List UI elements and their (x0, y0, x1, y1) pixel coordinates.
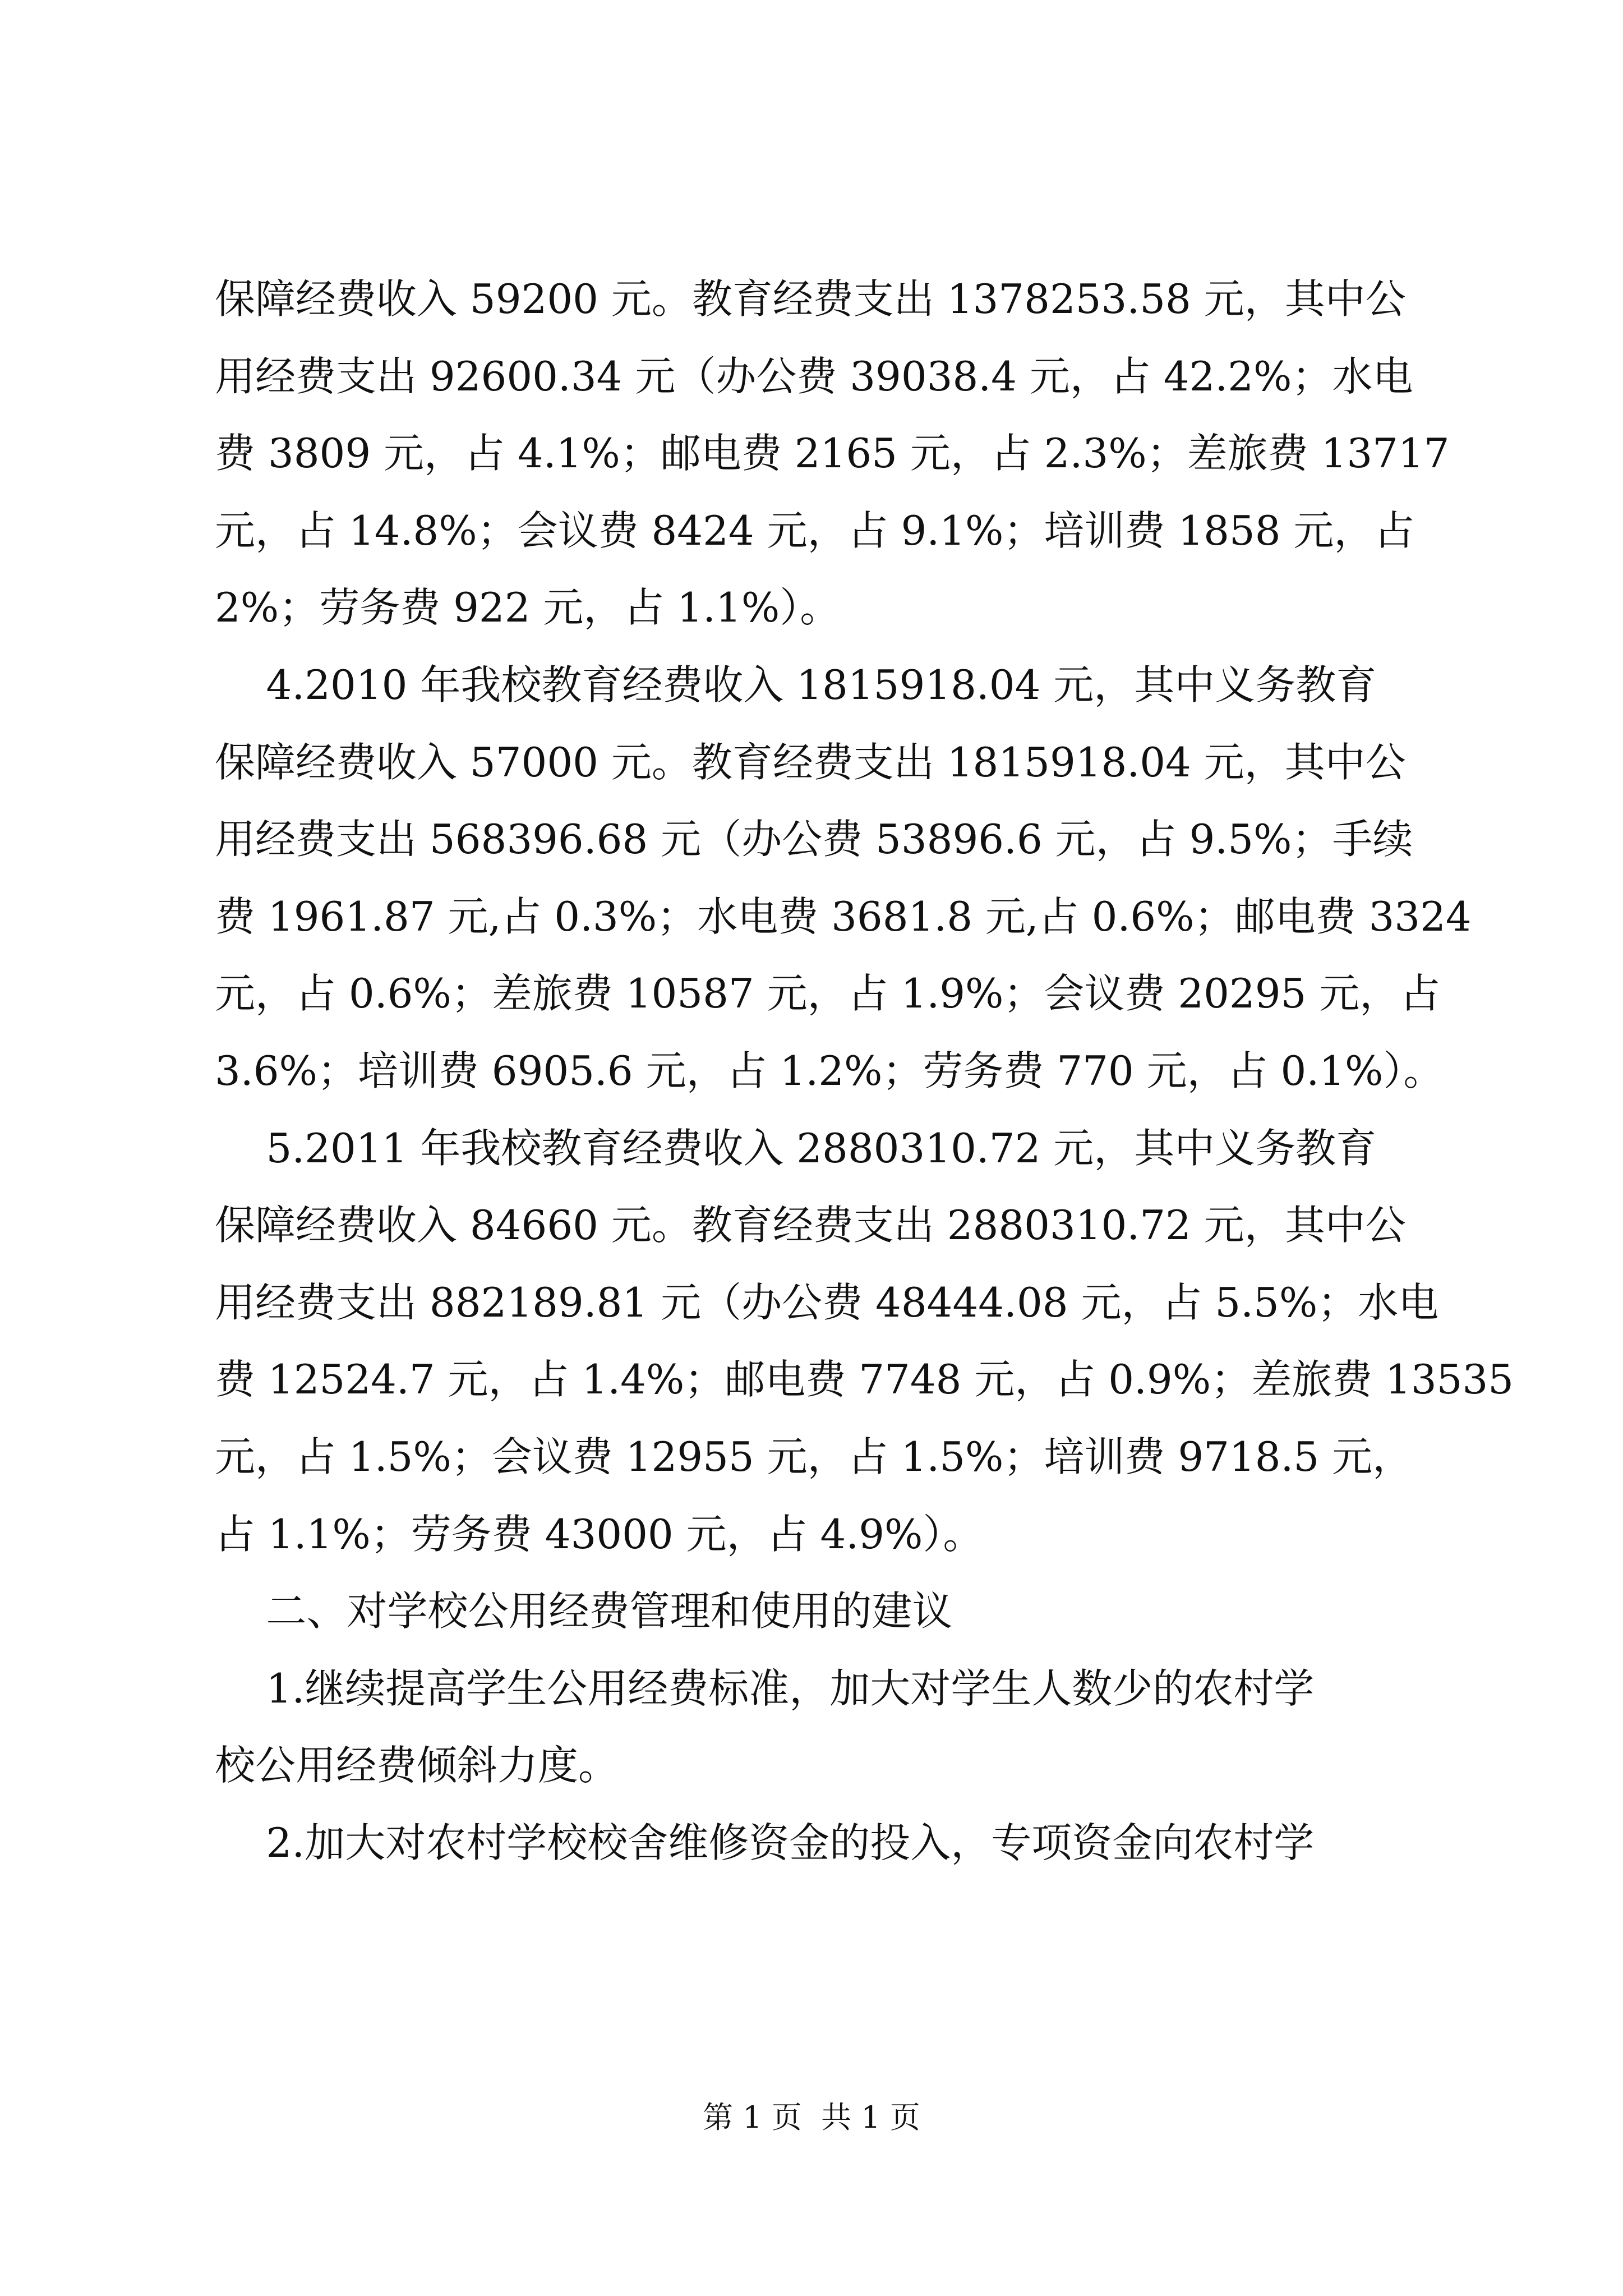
text-line: 占 1.1%；劳务费 43000 元，占 4.9%）。 (215, 1510, 984, 1558)
text-line: 元，占 14.8%；会议费 8424 元，占 9.1%；培训费 1858 元，占 (215, 507, 1415, 554)
text-line: 保障经费收入 59200 元。教育经费支出 1378253.58 元，其中公 (215, 275, 1406, 323)
text-line: 1.继续提高学生公用经费标准，加大对学生人数少的农村学 (215, 1664, 1315, 1712)
section-heading: 二、对学校公用经费管理和使用的建议 (215, 1588, 953, 1635)
text-line: 用经费支出 568396.68 元（办公费 53896.6 元，占 9.5%；手续 (215, 816, 1413, 863)
text-line: 用经费支出 882189.81 元（办公费 48444.08 元，占 5.5%；水电 (215, 1278, 1439, 1326)
text-line: 2.加大对农村学校校舍维修资金的投入，专项资金向农村学 (215, 1819, 1315, 1866)
text-line: 元，占 0.6%；差旅费 10587 元，占 1.9%；会议费 20295 元，占 (215, 970, 1441, 1018)
text-line: 2%；劳务费 922 元，占 1.1%）。 (215, 584, 841, 632)
text-line: 费 1961.87 元,占 0.3%；水电费 3681.8 元,占 0.6%；邮电费 3324 (215, 892, 1472, 940)
text-line: 保障经费收入 84660 元。教育经费支出 2880310.72 元，其中公 (215, 1202, 1406, 1249)
text-line: 费 12524.7 元，占 1.4%；邮电费 7748 元，占 0.9%；差旅费 13535 (215, 1356, 1514, 1404)
text-line: 用经费支出 92600.34 元（办公费 39038.4 元，占 42.2%；水电 (215, 352, 1413, 400)
body-text (215, 261, 1514, 1881)
text-line: 校公用经费倾斜力度。 (215, 1742, 619, 1789)
text-line: 5.2011 年我校教育经费收入 2880310.72 元，其中义务教育 (215, 1124, 1377, 1172)
text-line: 3.6%；培训费 6905.6 元，占 1.2%；劳务费 770 元，占 0.1%）。 (215, 1047, 1444, 1094)
text-line: 保障经费收入 57000 元。教育经费支出 1815918.04 元，其中公 (215, 738, 1406, 786)
text-line: 元，占 1.5%；会议费 12955 元，占 1.5%；培训费 9718.5 元， (215, 1433, 1413, 1480)
text-line: 4.2010 年我校教育经费收入 1815918.04 元，其中义务教育 (215, 661, 1377, 708)
text-line: 费 3809 元，占 4.1%；邮电费 2165 元，占 2.3%；差旅费 13717 (215, 430, 1450, 477)
page-footer: 第 1 页 共 1 页 (703, 2100, 920, 2135)
